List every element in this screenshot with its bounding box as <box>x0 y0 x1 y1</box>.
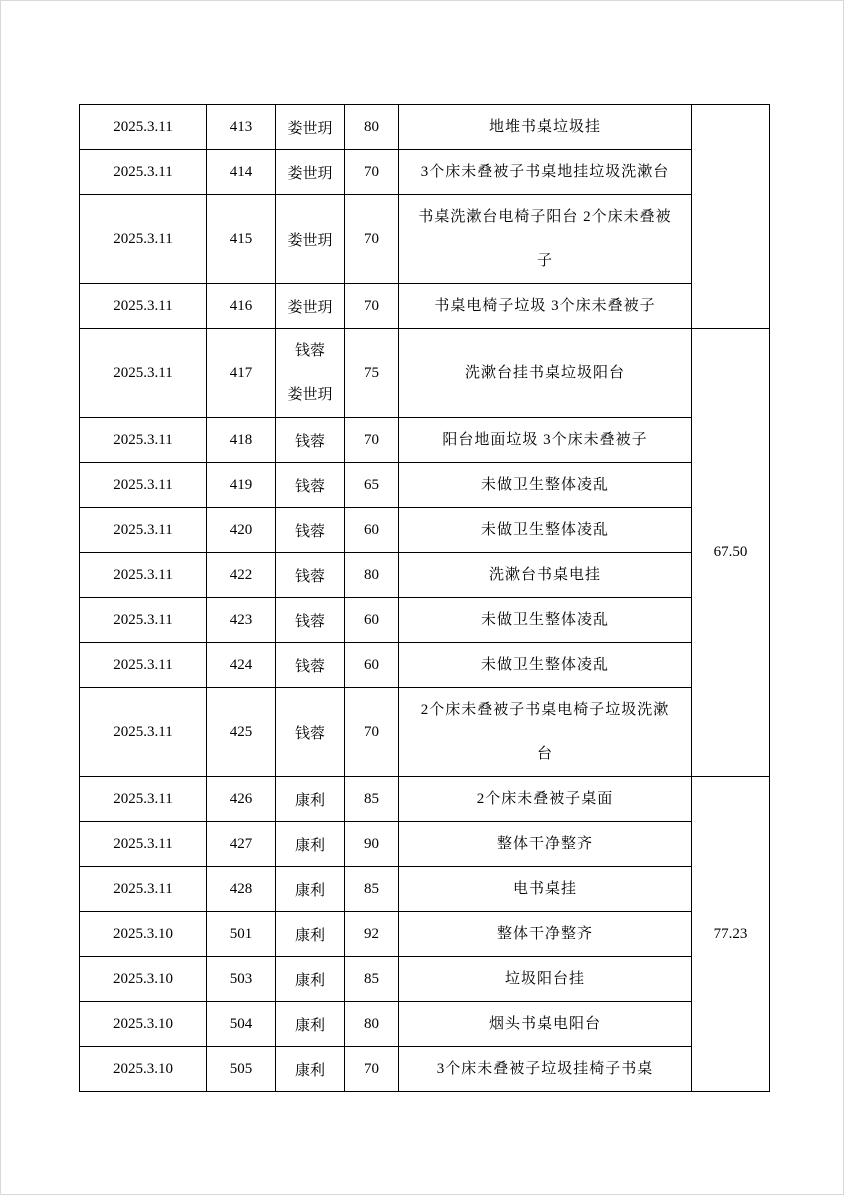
note-cell <box>399 688 692 777</box>
room-cell: 422 <box>207 553 276 598</box>
date-cell: 2025.3.10 <box>80 1002 207 1047</box>
room-cell: 426 <box>207 777 276 822</box>
score-cell: 70 <box>345 195 399 284</box>
inspector-cell: 娄世玥 <box>276 284 345 329</box>
inspector-cell: 钱蓉 <box>276 418 345 463</box>
score-cell: 80 <box>345 1002 399 1047</box>
score-cell: 70 <box>345 284 399 329</box>
date-cell: 2025.3.11 <box>80 867 207 912</box>
note-cell: 电书桌挂 <box>399 867 692 912</box>
inspector-cell: 钱蓉 <box>276 553 345 598</box>
inspector-cell: 康利 <box>276 1002 345 1047</box>
score-cell: 92 <box>345 912 399 957</box>
date-cell: 2025.3.11 <box>80 284 207 329</box>
room-cell: 416 <box>207 284 276 329</box>
note-line: 子 <box>536 253 553 269</box>
score-cell: 85 <box>345 957 399 1002</box>
room-cell: 413 <box>207 105 276 150</box>
note-cell: 未做卫生整体凌乱 <box>399 598 692 643</box>
room-cell: 504 <box>207 1002 276 1047</box>
score-cell: 60 <box>345 508 399 553</box>
note-cell: 未做卫生整体凌乱 <box>399 508 692 553</box>
score-cell: 60 <box>345 643 399 688</box>
date-cell: 2025.3.11 <box>80 418 207 463</box>
table-row <box>80 957 770 1002</box>
note-cell: 阳台地面垃圾 3个床未叠被子 <box>399 418 692 463</box>
note-cell: 整体干净整齐 <box>399 912 692 957</box>
room-cell: 418 <box>207 418 276 463</box>
table-row <box>80 867 770 912</box>
inspector-cell: 娄世玥 <box>276 150 345 195</box>
score-cell: 70 <box>345 150 399 195</box>
table-row <box>80 643 770 688</box>
date-cell: 2025.3.11 <box>80 598 207 643</box>
score-cell: 75 <box>345 329 399 418</box>
note-cell: 3个床未叠被子垃圾挂椅子书桌 <box>399 1047 692 1092</box>
inspector-cell: 康利 <box>276 1047 345 1092</box>
room-cell: 501 <box>207 912 276 957</box>
score-cell: 85 <box>345 777 399 822</box>
table-row <box>80 822 770 867</box>
date-cell: 2025.3.11 <box>80 150 207 195</box>
room-cell: 503 <box>207 957 276 1002</box>
date-cell: 2025.3.11 <box>80 643 207 688</box>
table-row <box>80 418 770 463</box>
score-cell: 70 <box>345 1047 399 1092</box>
note-cell <box>399 195 692 284</box>
score-cell: 70 <box>345 688 399 777</box>
date-cell: 2025.3.10 <box>80 1047 207 1092</box>
date-cell: 2025.3.11 <box>80 508 207 553</box>
table-row <box>80 150 770 195</box>
room-cell: 420 <box>207 508 276 553</box>
table-row <box>80 553 770 598</box>
score-cell: 60 <box>345 598 399 643</box>
date-cell: 2025.3.11 <box>80 463 207 508</box>
table-row <box>80 598 770 643</box>
note-cell: 地堆书桌垃圾挂 <box>399 105 692 150</box>
date-cell: 2025.3.11 <box>80 195 207 284</box>
group-average-cell: 77.23 <box>692 777 770 1092</box>
inspector-line: 娄世玥 <box>287 387 333 403</box>
note-line: 台 <box>536 746 553 762</box>
date-cell: 2025.3.10 <box>80 957 207 1002</box>
inspector-cell: 钱蓉 <box>276 643 345 688</box>
score-cell: 80 <box>345 105 399 150</box>
inspector-cell: 康利 <box>276 822 345 867</box>
table-row <box>80 1002 770 1047</box>
date-cell: 2025.3.11 <box>80 777 207 822</box>
note-cell: 洗漱台书桌电挂 <box>399 553 692 598</box>
inspector-cell: 康利 <box>276 777 345 822</box>
note-cell: 烟头书桌电阳台 <box>399 1002 692 1047</box>
score-cell: 85 <box>345 867 399 912</box>
score-cell: 65 <box>345 463 399 508</box>
table-row <box>80 1047 770 1092</box>
inspector-cell: 娄世玥 <box>276 105 345 150</box>
note-cell: 未做卫生整体凌乱 <box>399 643 692 688</box>
score-cell: 70 <box>345 418 399 463</box>
room-cell: 415 <box>207 195 276 284</box>
date-cell: 2025.3.10 <box>80 912 207 957</box>
note-cell: 未做卫生整体凌乱 <box>399 463 692 508</box>
table-row <box>80 463 770 508</box>
note-cell: 整体干净整齐 <box>399 822 692 867</box>
inspector-cell: 钱蓉 <box>276 463 345 508</box>
room-cell: 419 <box>207 463 276 508</box>
room-cell: 505 <box>207 1047 276 1092</box>
table-row <box>80 777 770 822</box>
inspector-cell <box>276 329 345 418</box>
inspector-cell: 钱蓉 <box>276 508 345 553</box>
table-row <box>80 912 770 957</box>
inspector-cell: 康利 <box>276 867 345 912</box>
table-row <box>80 105 770 150</box>
inspector-cell: 康利 <box>276 957 345 1002</box>
table-row <box>80 284 770 329</box>
date-cell: 2025.3.11 <box>80 105 207 150</box>
inspector-line: 钱蓉 <box>294 343 325 359</box>
note-line: 2个床未叠被子书桌电椅子垃圾洗漱 <box>420 702 670 718</box>
date-cell: 2025.3.11 <box>80 329 207 418</box>
average-cell-empty <box>692 105 770 329</box>
note-cell: 3个床未叠被子书桌地挂垃圾洗漱台 <box>399 150 692 195</box>
note-cell: 书桌电椅子垃圾 3个床未叠被子 <box>399 284 692 329</box>
room-cell: 417 <box>207 329 276 418</box>
table-row <box>80 195 770 284</box>
inspector-cell: 钱蓉 <box>276 598 345 643</box>
note-line: 书桌洗漱台电椅子阳台 2个床未叠被 <box>418 209 672 225</box>
inspector-cell: 钱蓉 <box>276 688 345 777</box>
date-cell: 2025.3.11 <box>80 688 207 777</box>
date-cell: 2025.3.11 <box>80 553 207 598</box>
room-cell: 428 <box>207 867 276 912</box>
room-cell: 427 <box>207 822 276 867</box>
room-cell: 425 <box>207 688 276 777</box>
inspection-table <box>79 104 770 1092</box>
inspector-cell: 康利 <box>276 912 345 957</box>
date-cell: 2025.3.11 <box>80 822 207 867</box>
room-cell: 414 <box>207 150 276 195</box>
score-cell: 80 <box>345 553 399 598</box>
table-row <box>80 329 770 418</box>
score-cell: 90 <box>345 822 399 867</box>
table-row <box>80 508 770 553</box>
group-average-cell: 67.50 <box>692 329 770 777</box>
inspector-cell: 娄世玥 <box>276 195 345 284</box>
note-cell: 2个床未叠被子桌面 <box>399 777 692 822</box>
room-cell: 423 <box>207 598 276 643</box>
room-cell: 424 <box>207 643 276 688</box>
note-cell: 垃圾阳台挂 <box>399 957 692 1002</box>
table-row <box>80 688 770 777</box>
note-cell: 洗漱台挂书桌垃圾阳台 <box>399 329 692 418</box>
